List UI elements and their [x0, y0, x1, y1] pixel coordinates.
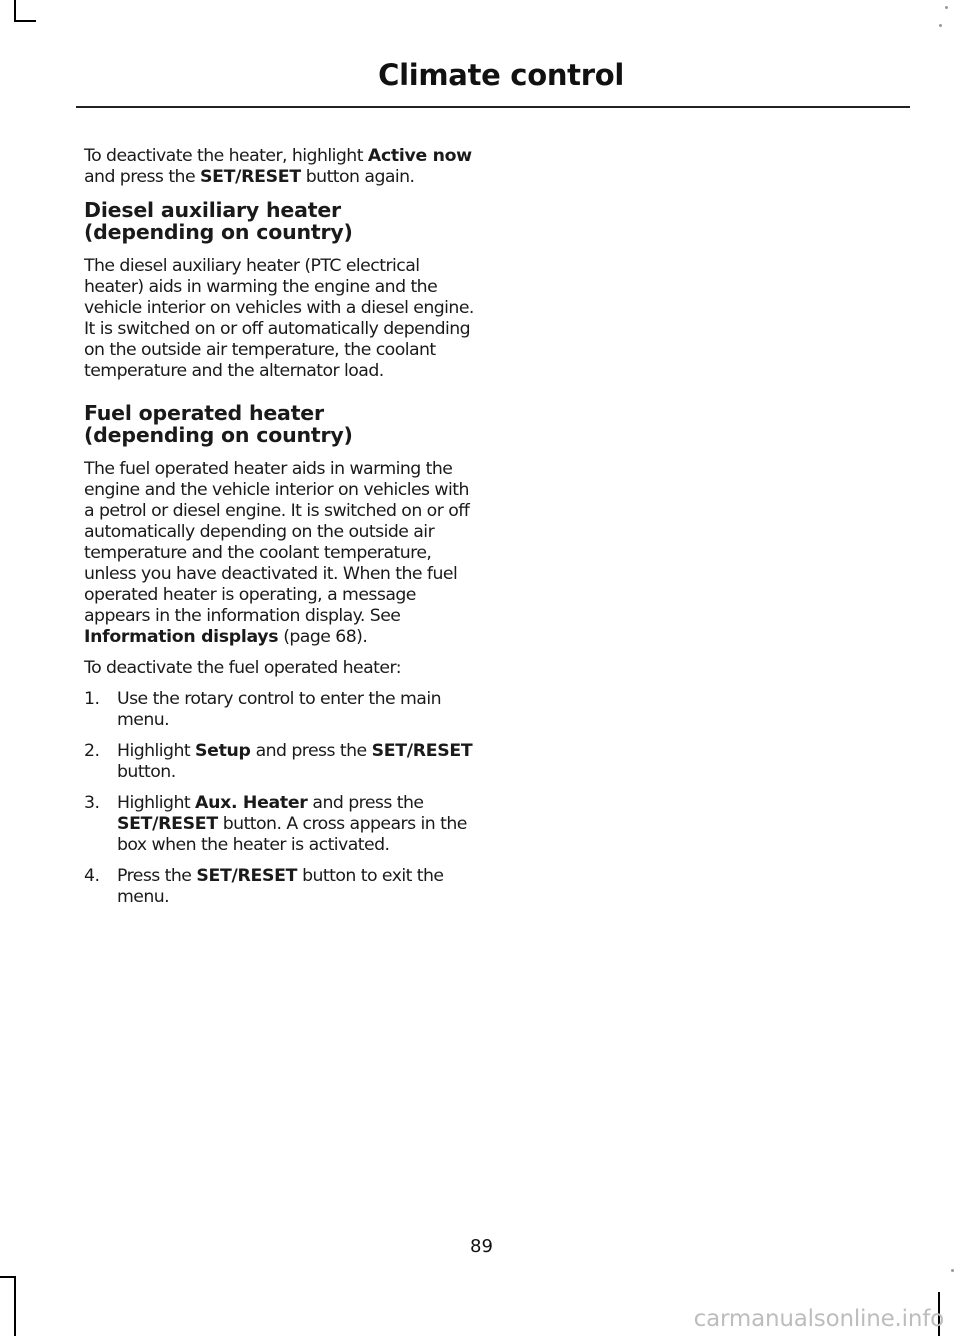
fuel-text: The fuel operated heater aids in warming the engine and the vehicle interior on vehicles with a petrol or diesel engine. It is switched on or off automatically depending on the outside air temperature and the coolant temperature, unless you have deactivated it. When the fuel operated heater is operating, a message appears in the information display. See [84, 459, 470, 626]
step-number: 1. [84, 689, 100, 709]
intro-text: and press the [84, 167, 200, 187]
steps-list [84, 689, 476, 908]
crop-mark [14, 20, 36, 22]
list-item [84, 793, 476, 856]
step-text: and press the [250, 741, 372, 761]
step-text: Use the rotary control to enter the main menu. [117, 689, 441, 730]
intro-option-label: Active now [367, 146, 472, 166]
step-text: button. A cross appears in the box when the heater is activated. [117, 814, 467, 855]
button-label: SET/RESET [117, 814, 218, 834]
main-content [84, 146, 476, 918]
page-number: 89 [470, 1236, 493, 1257]
diesel-heading-line: Diesel auxiliary heater [84, 198, 341, 222]
step-number: 4. [84, 866, 100, 886]
step-text: button to exit the menu. [117, 866, 444, 907]
crop-mark [951, 1269, 954, 1272]
menu-option-label: Aux. Heater [195, 793, 308, 813]
list-item [84, 689, 476, 731]
watermark: carmanualsonline.info [693, 1306, 944, 1332]
intro-button-label: SET/RESET [200, 167, 301, 187]
button-label: SET/RESET [196, 866, 298, 886]
step-text: Highlight [117, 793, 196, 813]
step-text: Highlight [117, 741, 196, 761]
crop-mark [945, 6, 948, 9]
button-label: SET/RESET [371, 741, 473, 761]
list-item [84, 866, 476, 908]
diesel-heading [84, 199, 476, 243]
step-text: Press the [117, 866, 197, 886]
header-divider [76, 106, 910, 108]
step-text: and press the [307, 793, 424, 813]
information-displays-link[interactable]: Information displays [84, 627, 279, 647]
crop-mark [14, 0, 16, 22]
step-number: 2. [84, 741, 100, 761]
intro-paragraph [84, 146, 476, 188]
fuel-heading-line: (depending on country) [84, 423, 353, 447]
fuel-paragraph [84, 459, 476, 648]
crop-mark [14, 1276, 16, 1336]
fuel-heading [84, 402, 476, 446]
intro-text: button again. [300, 167, 415, 187]
fuel-heading-line: Fuel operated heater [84, 401, 324, 425]
page-title: Climate control [378, 58, 624, 92]
deactivate-intro: To deactivate the fuel operated heater: [84, 658, 401, 678]
diesel-heading-line: (depending on country) [84, 220, 353, 244]
page-reference: (page 68). [278, 627, 368, 647]
intro-text: To deactivate the heater, highlight [84, 146, 368, 166]
menu-option-label: Setup [195, 741, 251, 761]
list-item [84, 741, 476, 783]
step-text: button. [117, 762, 176, 782]
crop-mark [939, 24, 942, 27]
diesel-paragraph: The diesel auxiliary heater (PTC electrical heater) aids in warming the engine and the vehicle interior on vehicles with a diesel engine. It is switched on or off automatically depending on the outside air temperature, the coolant temperature and the alternator load. [84, 256, 474, 381]
step-number: 3. [84, 793, 100, 813]
crop-mark [0, 1276, 16, 1278]
